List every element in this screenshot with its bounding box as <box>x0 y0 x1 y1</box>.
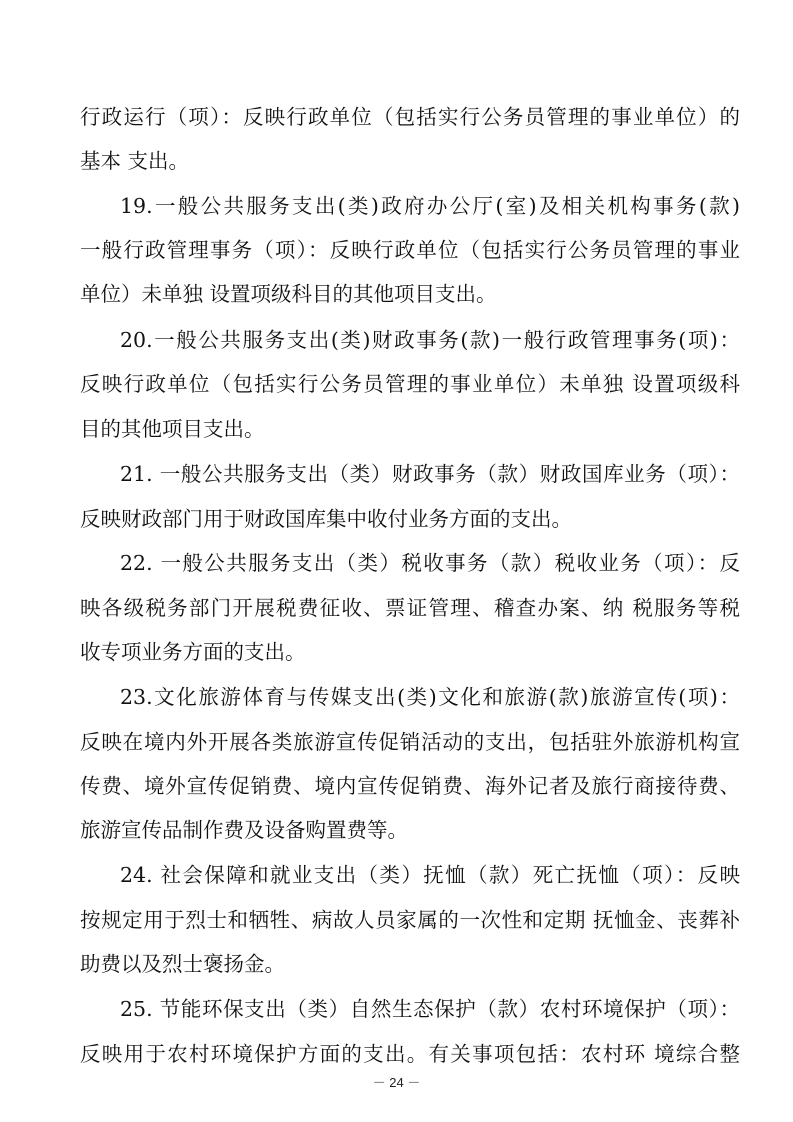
text-line: 单位）未单独 设置项级科目的其他项目支出。 <box>80 282 497 306</box>
text-line: 行政运行（项）：反映行政单位（包括实行公务员管理的事业单位）的 <box>80 105 740 129</box>
text-line: 反映在境内外开展各类旅游宣传促销活动的支出，包括驻外旅游机构宣 <box>80 730 740 754</box>
text-line: 反映财政部门用于财政国库集中收付业务方面的支出。 <box>80 507 572 531</box>
text-line: 助费以及烈士褒扬金。 <box>80 952 285 976</box>
text-line: 目的其他项目支出。 <box>80 417 265 441</box>
text-line: 基本 支出。 <box>80 149 190 173</box>
paragraph-20-line: 20.一般公共服务支出(类)财政事务(款)一般行政管理事务(项)： <box>120 328 740 352</box>
text-line: 旅游宣传品制作费及设备购置费等。 <box>80 818 408 842</box>
paragraph-24-line: 24. 社会保障和就业支出（类）抚恤（款）死亡抚恤（项）：反映 <box>120 863 740 887</box>
paragraph-25-line: 25. 节能环保支出（类）自然生态保护（款）农村环境保护（项）： <box>120 997 740 1021</box>
paragraph-22-line: 22. 一般公共服务支出（类）税收事务（款）税收业务（项）：反 <box>120 551 740 575</box>
text-line: 一般行政管理事务（项）：反映行政单位（包括实行公务员管理的事业 <box>80 238 740 262</box>
page-number: － 24 － <box>372 1075 421 1090</box>
text-line: 传费、境外宣传促销费、境内宣传促销费、海外记者及旅行商接待费、 <box>80 774 740 798</box>
paragraph-21-line: 21. 一般公共服务支出（类）财政事务（款）财政国库业务（项）： <box>120 462 740 486</box>
paragraph-19-line: 19.一般公共服务支出(类)政府办公厅(室)及相关机构事务(款) <box>120 194 740 218</box>
text-line: 映各级税务部门开展税费征收、票证管理、稽查办案、纳 税服务等税 <box>80 596 740 620</box>
text-line: 收专项业务方面的支出。 <box>80 640 306 664</box>
text-line: 按规定用于烈士和牺牲、病故人员家属的一次性和定期 抚恤金、丧葬补 <box>80 908 740 932</box>
text-line: 反映行政单位（包括实行公务员管理的事业单位）未单独 设置项级科 <box>80 372 740 396</box>
text-line: 反映用于农村环境保护方面的支出。有关事项包括：农村环 境综合整 <box>80 1042 740 1066</box>
paragraph-23-line: 23.文化旅游体育与传媒支出(类)文化和旅游(款)旅游宣传(项)： <box>120 685 740 709</box>
